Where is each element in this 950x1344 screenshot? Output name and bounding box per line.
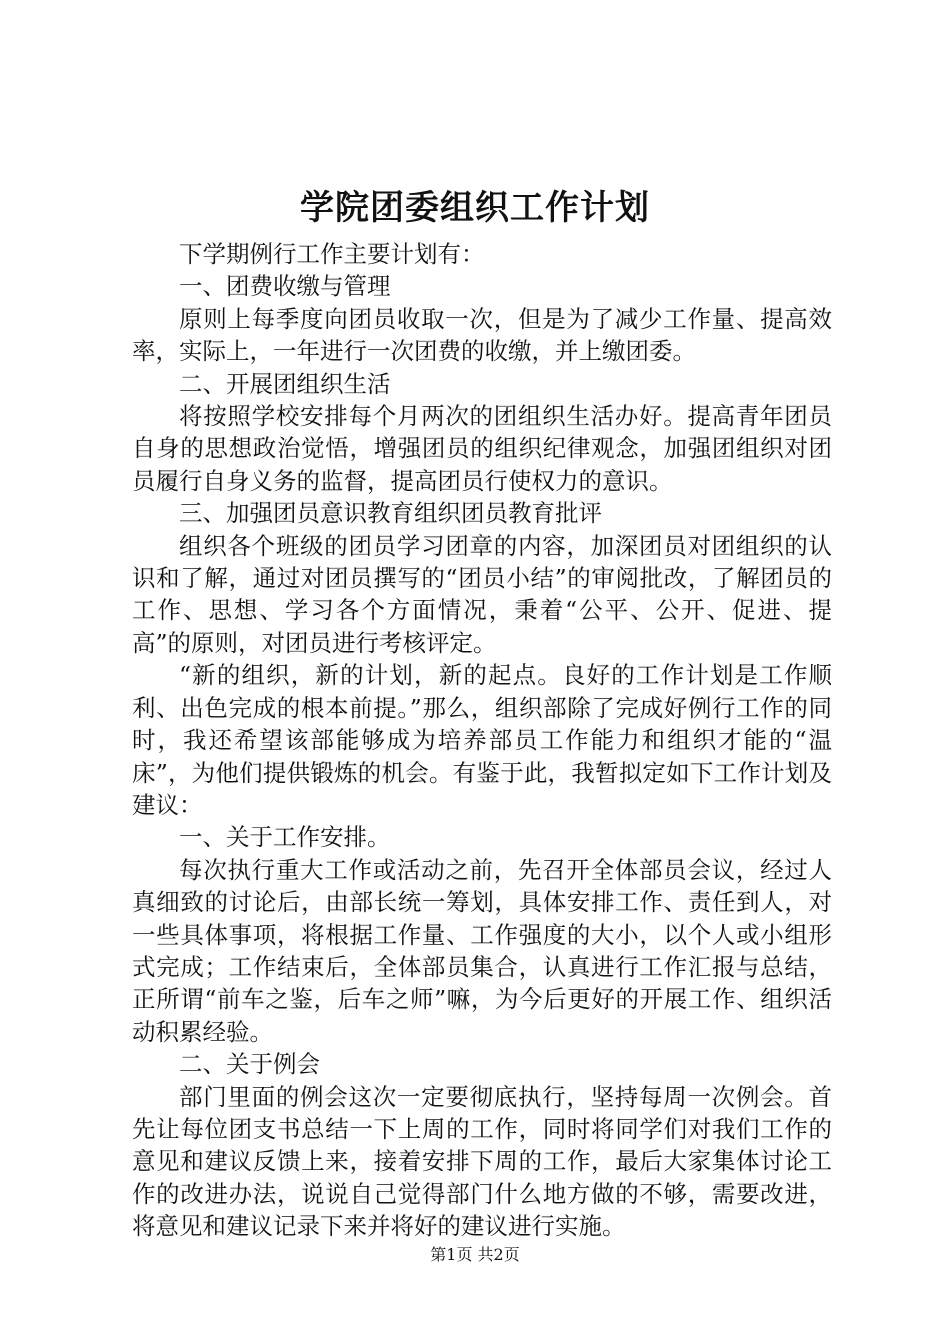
heading-3: 三、加强团员意识教育组织团员教育批评 (179, 499, 602, 528)
paragraph: 原则上每季度向团员收取一次，但是为了减少工作量、提高效率，实际上，一年进行一次团费的收缴，并上缴团委。 (132, 304, 832, 366)
page-number: 第1页 共2页 (430, 1245, 520, 1264)
paragraph: 部门里面的例会这次一定要彻底执行，坚持每周一次例会。首先让每位团支书总结一下上周的工作，同时将同学们对我们工作的意见和建议反馈上来，接着安排下周的工作，最后大家集体讨论工作的改进办法，说说自己觉得部门什么地方做的不够，需要改进，将意见和建议记录下来并将好的建议进行实施。 (132, 1082, 832, 1241)
document-body (132, 238, 832, 1243)
heading-2: 二、开展团组织生活 (179, 369, 391, 398)
document-title: 学院团委组织工作计划 (300, 188, 650, 228)
paragraph-intro: 下学期例行工作主要计划有： (179, 240, 485, 268)
paragraph: 将按照学校安排每个月两次的团组织生活办好。提高青年团员自身的思想政治觉悟，增强团员的组织纪律观念，加强团组织对团员履行自身义务的监督，提高团员行使权力的意识。 (132, 402, 832, 495)
paragraph: 每次执行重大工作或活动之前，先召开全体部员会议，经过人真细致的讨论后，由部长统一筹划，具体安排工作、责任到人，对一些具体事项，将根据工作量、工作强度的大小，以个人或小组形式完成；工作结束后，全体部员集合，认真进行工作汇报与总结，正所谓“前车之鉴，后车之师”嘛，为今后更好的开展工作、组织活动积累经验。 (132, 855, 832, 1046)
paragraph: “新的组织，新的计划，新的起点。良好的工作计划是工作顺利、出色完成的根本前提。”那么，组织部除了完成好例行工作的同时，我还希望该部能够成为培养部员工作能力和组织才能的“温床”，为他们提供锻炼的机会。有鉴于此，我暂拟定如下工作计划及建议： (132, 661, 832, 819)
heading-1: 一、团费收缴与管理 (179, 272, 391, 301)
heading-5: 二、关于例会 (179, 1050, 320, 1079)
heading-4: 一、关于工作安排。 (179, 823, 391, 852)
paragraph: 组织各个班级的团员学习团章的内容，加深团员对团组织的认识和了解，通过对团员撰写的“团员小结”的审阅批改，了解团员的工作、思想、学习各个方面情况，秉着“公平、公开、促进、提高”的原则，对团员进行考核评定。 (132, 531, 832, 657)
